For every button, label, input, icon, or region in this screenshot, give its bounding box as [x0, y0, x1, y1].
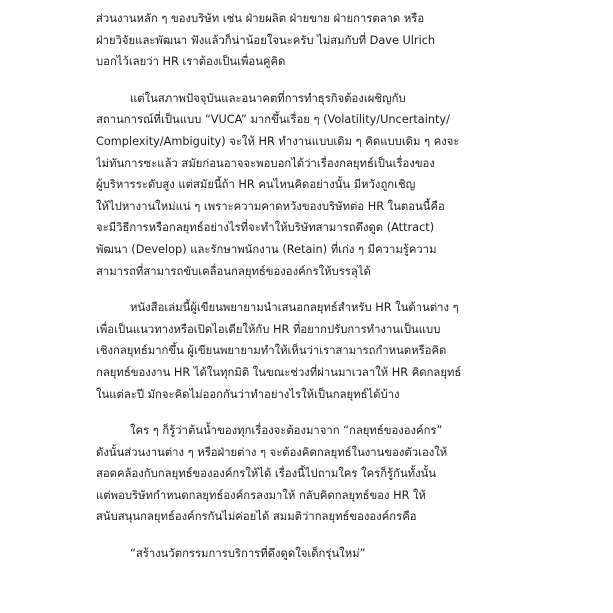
- document-page: [96, 8, 542, 608]
- text-line: สนับสนุนกลยุทธ์องค์กรกันไม่ค่อยได้ สมมติว่ากลยุทธ์ขององค์กรคือ: [96, 510, 417, 524]
- text-line: ในแต่ละปี มักจะคิดไม่ออกกันว่าทำอย่างไรให้เป็นกลยุทธ์ได้บ้าง: [96, 387, 400, 401]
- text-line: กลยุทธ์ของงาน HR ได้ในทุกมิติ ในขณะช่วงที่ผ่านมาเวลาให้ HR คิดกลยุทธ์: [96, 365, 462, 379]
- text-line: สามารถที่สามารถขับเคลื่อนกลยุทธ์ขององค์กรให้บรรลุได้: [96, 264, 371, 278]
- text-line: บอกไว้เลยว่า HR เราต้องเป็นเพื่อนคู่คิด: [96, 55, 286, 69]
- text-line: แต่ในสภาพปัจจุบันและอนาคตที่การทำธุรกิจต้องเผชิญกับ: [130, 91, 406, 105]
- text-line: ส่วนงานหลัก ๆ ของบริษัท เช่น ฝ่ายผลิต ฝ่ายขาย ฝ่ายการตลาด หรือ: [96, 12, 425, 25]
- text-line: เชิงกลยุทธ์มากขึ้น ผู้เขียนพยายามทำให้เห็นว่าเราสามารถกำหนดหรือคิด: [96, 344, 447, 358]
- text-line: ให้ไปหางานใหม่แน่ ๆ เพราะความคาดหวังของบริษัทต่อ HR ในตอนนี้คือ: [96, 199, 445, 213]
- paragraph-4: [96, 420, 542, 528]
- text-line: แต่พอบริษัทกำหนดกลยุทธ์องค์กรลงมาให้ กลับคิดกลยุทธ์ของ HR ให้: [96, 488, 427, 502]
- text-line: ไม่ทันการซะแล้ว สมัยก่อนอาจจะพอบอกได้ว่าเรื่องกลยุทธ์เป็นเรื่องของ: [96, 156, 435, 170]
- text-line: ดังนั้นส่วนงานต่าง ๆ หรือฝ่ายต่าง ๆ จะต้องคิดกลยุทธ์ในงานของตัวเองให้: [96, 445, 448, 459]
- paragraph-5: [96, 543, 542, 565]
- paragraph-2: [96, 88, 542, 282]
- text-line: ฝ่ายวิจัยและพัฒนา ฟังแล้วก็น่าน้อยใจนะครับ ไม่สมกับที่ Dave Ulrich: [96, 33, 436, 47]
- paragraph-1: [96, 8, 542, 73]
- text-line: พัฒนา (Develop) และรักษาพนักงาน (Retain) ที่เก่ง ๆ มีความรู้ความ: [96, 242, 437, 256]
- paragraph-3: [96, 297, 542, 405]
- text-line: จะมีวิธีการหรือกลยุทธ์อย่างไรที่จะทำให้บริษัทสามารถดึงดูด (Attract): [96, 221, 435, 235]
- text-line: เพื่อเป็นแนวทางหรือเปิดไอเดียให้กับ HR ที่อยากปรับการทำงานเป็นแบบ: [96, 322, 441, 336]
- text-line: ผู้บริหารระดับสูง แต่สมัยนี้ถ้า HR คนไหนคิดอย่างนั้น มีหวังถูกเชิญ: [96, 178, 416, 192]
- text-line: ใคร ๆ ก็รู้ว่าต้นน้ำของทุกเรื่องจะต้องมาจาก “กลยุทธ์ขององค์กร”: [130, 424, 443, 438]
- text-line: หนังสือเล่มนี้ผู้เขียนพยายามนำเสนอกลยุทธ์สำหรับ HR ในด้านต่าง ๆ: [130, 301, 459, 315]
- text-line: สถานการณ์ที่เป็นแบบ “VUCA” มากขึ้นเรื่อย ๆ (Volatility/Uncertainty/: [96, 113, 450, 127]
- text-line: สอดคล้องกับกลยุทธ์ขององค์กรให้ได้ เรื่องนี้ไปถามใคร ใครก็รู้กันทั้งนั้น: [96, 467, 437, 481]
- text-line: Complexity/Ambiguity) จะให้ HR ทำงานแบบเดิม ๆ คิดแบบเดิม ๆ คงจะ: [96, 134, 460, 148]
- text-line: “สร้างนวัตกรรมการบริการที่ดึงดูดใจเด็กรุ่นใหม่”: [130, 547, 366, 561]
